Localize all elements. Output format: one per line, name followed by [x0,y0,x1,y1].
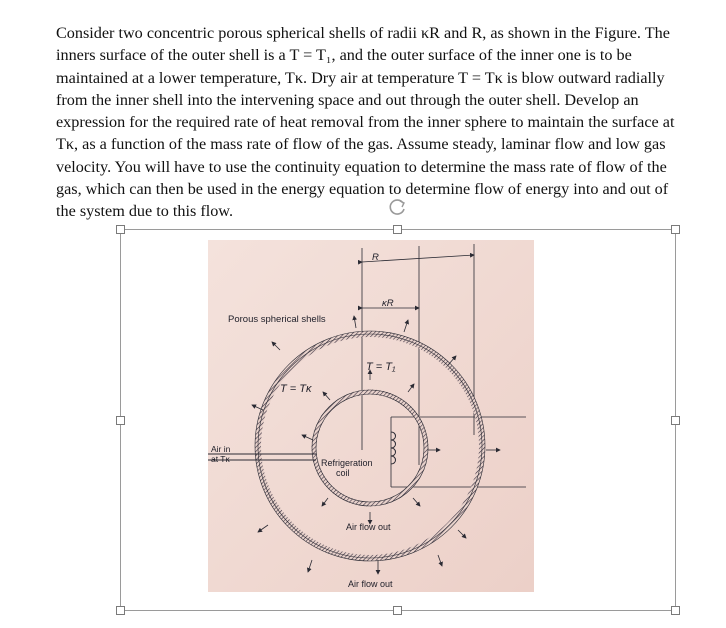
photo-background [208,240,534,592]
text-line: maintained at a lower temperature, Tκ. Dry air at temperature T = Tκ is blow outward radially [56,68,665,87]
problem-paragraph[interactable] [56,22,686,223]
label-air-flow-out-inner: Air flow out [346,522,391,532]
resize-handle-bottom-right[interactable] [671,606,680,615]
label-air-in-temp: at Tκ [211,454,230,464]
text-line: inners surface of the outer shell is a T = T₁, and the outer surface of the inner one is to be [56,46,632,65]
text-line: Consider two concentric porous spherical shells of radii κR and R, as shown in the Figure. The [56,24,670,42]
label-Tk: T = Tκ [280,383,312,395]
label-air-flow-out-outer: Air flow out [348,579,393,589]
text-line: the system due to this flow. [56,202,233,221]
text-line: from the inner shell into the intervening space and out through the outer shell. Develop an [56,90,639,109]
label-porous-shells: Porous spherical shells [228,314,326,325]
resize-handle-top[interactable] [393,225,402,234]
concentric-shells-figure [208,240,534,592]
text-line: gas, which can then be used in the energy equation to determine flow of energy into and out of [56,180,669,199]
label-air-in: Air in [211,444,231,454]
text-line: Tκ, as a function of the mass rate of flow of the gas. Assume steady, laminar flow and low gas [56,135,666,154]
resize-handle-bottom-left[interactable] [116,606,125,615]
resize-handle-left[interactable] [116,416,125,425]
resize-handle-bottom[interactable] [393,606,402,615]
label-refrigeration: Refrigeration [321,458,373,468]
text-line: expression for the required rate of heat removal from the inner sphere to maintain the surface at [56,113,675,132]
label-T1: T = T₁ [366,361,396,373]
resize-handle-top-left[interactable] [116,225,125,234]
rotate-handle-icon[interactable] [388,197,408,217]
label-coil: coil [336,468,350,478]
resize-handle-top-right[interactable] [671,225,680,234]
label-R: R [372,252,379,263]
resize-handle-right[interactable] [671,416,680,425]
label-kR: κR [382,298,394,309]
text-line: velocity. You will have to use the continuity equation to determine the mass rate of flow of the [56,157,667,176]
